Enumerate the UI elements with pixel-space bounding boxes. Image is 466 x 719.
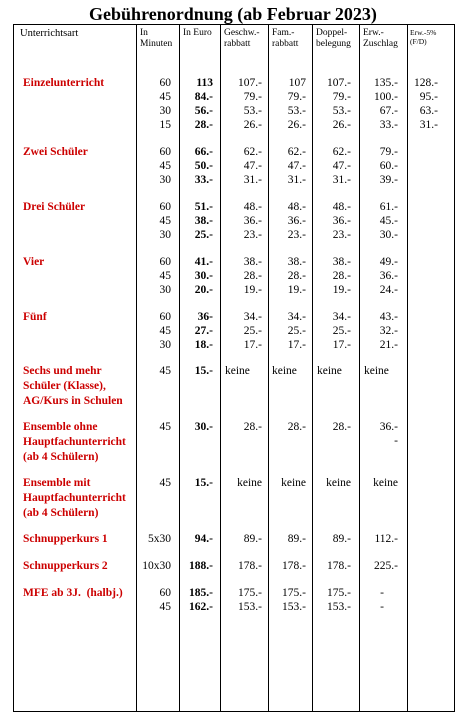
cell-erwachsenenzuschlag: - bbox=[380, 587, 384, 599]
cell-erwachsenenzuschlag: 30.- bbox=[379, 229, 398, 241]
cell-familienrabatt: 17.- bbox=[287, 339, 306, 351]
row-label-ensemble-ohne: (ab 4 Schülern) bbox=[23, 451, 99, 463]
cell-familienrabatt: 23.- bbox=[287, 229, 306, 241]
cell-geschwisterrabatt: 107.- bbox=[238, 77, 262, 89]
row-label-sechs-und-mehr: Sechs und mehr bbox=[23, 365, 102, 377]
header-doppelbelegung: Doppel-belegung bbox=[316, 28, 351, 49]
cell-familienrabatt: 62.- bbox=[287, 146, 306, 158]
cell-geschwisterrabatt: 26.- bbox=[243, 119, 262, 131]
row-label-fuenf: Fünf bbox=[23, 311, 47, 323]
cell-price: 27.- bbox=[194, 325, 213, 337]
cell-erwachsenenzuschlag: 21.- bbox=[379, 339, 398, 351]
cell-minutes: 10x30 bbox=[142, 560, 171, 572]
cell-doppelbelegung: 19.- bbox=[332, 284, 351, 296]
cell-doppelbelegung: 48.- bbox=[332, 201, 351, 213]
cell-doppelbelegung: 79.- bbox=[332, 91, 351, 103]
header-erwachsenenzuschlag: Erw.-Zuschlag bbox=[363, 28, 398, 49]
row-label-schnupperkurs-2: Schnupperkurs 2 bbox=[23, 560, 108, 572]
cell-geschwisterrabatt: keine bbox=[237, 477, 262, 489]
cell-doppelbelegung: 107.- bbox=[327, 77, 351, 89]
row-label-ensemble-mit: Hauptfachunterricht bbox=[23, 492, 126, 504]
row-label-zwei-schueler: Zwei Schüler bbox=[23, 146, 88, 158]
cell-erw-5-prozent: 128.- bbox=[414, 77, 438, 89]
row-label-sechs-und-mehr: AG/Kurs in Schulen bbox=[23, 395, 123, 407]
cell-erwachsenenzuschlag: 67.- bbox=[379, 105, 398, 117]
row-label-ensemble-mit: Ensemble mit bbox=[23, 477, 91, 489]
row-label-mfe: MFE ab 3J. (halbj.) bbox=[23, 587, 123, 599]
cell-geschwisterrabatt: 38.- bbox=[243, 256, 262, 268]
cell-familienrabatt: 25.- bbox=[287, 325, 306, 337]
cell-minutes: 60 bbox=[159, 146, 171, 158]
cell-minutes: 45 bbox=[159, 270, 171, 282]
cell-familienrabatt: keine bbox=[272, 365, 297, 377]
cell-price: 56.- bbox=[194, 105, 213, 117]
cell-erwachsenenzuschlag: 225.- bbox=[374, 560, 398, 572]
cell-price: 41.- bbox=[194, 256, 213, 268]
cell-geschwisterrabatt: 47.- bbox=[243, 160, 262, 172]
column-divider bbox=[13, 24, 14, 712]
cell-minutes: 60 bbox=[159, 256, 171, 268]
cell-price: 84.- bbox=[194, 91, 213, 103]
cell-minutes: 30 bbox=[159, 174, 171, 186]
cell-familienrabatt: 31.- bbox=[287, 174, 306, 186]
cell-price: 36- bbox=[197, 311, 213, 323]
cell-geschwisterrabatt: 28.- bbox=[243, 421, 262, 433]
cell-geschwisterrabatt: 23.- bbox=[243, 229, 262, 241]
cell-geschwisterrabatt: 48.- bbox=[243, 201, 262, 213]
cell-doppelbelegung: 178.- bbox=[327, 560, 351, 572]
page-title: Gebührenordnung (ab Februar 2023) bbox=[89, 4, 377, 24]
cell-erwachsenenzuschlag: 79.- bbox=[379, 146, 398, 158]
cell-familienrabatt: 36.- bbox=[287, 215, 306, 227]
cell-price: 162.- bbox=[189, 601, 213, 613]
cell-erwachsenenzuschlag: 49.- bbox=[379, 256, 398, 268]
row-label-ensemble-mit: (ab 4 Schülern) bbox=[23, 507, 99, 519]
cell-price: 30.- bbox=[194, 270, 213, 282]
cell-price: 188.- bbox=[189, 560, 213, 572]
cell-erwachsenenzuschlag: keine bbox=[364, 365, 389, 377]
cell-doppelbelegung: 17.- bbox=[332, 339, 351, 351]
cell-familienrabatt: 34.- bbox=[287, 311, 306, 323]
cell-familienrabatt: 38.- bbox=[287, 256, 306, 268]
cell-minutes: 45 bbox=[159, 421, 171, 433]
cell-geschwisterrabatt: 31.- bbox=[243, 174, 262, 186]
cell-price: 51.- bbox=[194, 201, 213, 213]
cell-erw-5-prozent: 95.- bbox=[419, 91, 438, 103]
table-top-border bbox=[13, 24, 454, 25]
cell-familienrabatt: 47.- bbox=[287, 160, 306, 172]
cell-minutes: 30 bbox=[159, 105, 171, 117]
cell-doppelbelegung: 62.- bbox=[332, 146, 351, 158]
cell-doppelbelegung: 28.- bbox=[332, 421, 351, 433]
header-minuten: In Minuten bbox=[140, 28, 173, 49]
cell-price: 50.- bbox=[194, 160, 213, 172]
cell-minutes: 45 bbox=[159, 215, 171, 227]
cell-familienrabatt: 48.- bbox=[287, 201, 306, 213]
cell-erwachsenenzuschlag: - bbox=[394, 435, 398, 447]
cell-price: 94.- bbox=[194, 533, 213, 545]
cell-minutes: 45 bbox=[159, 477, 171, 489]
cell-minutes: 30 bbox=[159, 229, 171, 241]
column-divider bbox=[179, 24, 180, 712]
cell-geschwisterrabatt: 79.- bbox=[243, 91, 262, 103]
cell-doppelbelegung: 28.- bbox=[332, 270, 351, 282]
cell-erwachsenenzuschlag: 36.- bbox=[379, 270, 398, 282]
cell-price: 66.- bbox=[194, 146, 213, 158]
cell-familienrabatt: 89.- bbox=[287, 533, 306, 545]
cell-erwachsenenzuschlag: 112.- bbox=[374, 533, 398, 545]
cell-erwachsenenzuschlag: 45.- bbox=[379, 215, 398, 227]
cell-doppelbelegung: 38.- bbox=[332, 256, 351, 268]
cell-geschwisterrabatt: 175.- bbox=[238, 587, 262, 599]
cell-erwachsenenzuschlag: 135.- bbox=[374, 77, 398, 89]
cell-price: 38.- bbox=[194, 215, 213, 227]
cell-minutes: 60 bbox=[159, 77, 171, 89]
cell-geschwisterrabatt: 34.- bbox=[243, 311, 262, 323]
cell-doppelbelegung: 47.- bbox=[332, 160, 351, 172]
cell-price: 28.- bbox=[194, 119, 213, 131]
header-euro: In Euro bbox=[183, 28, 212, 38]
cell-price: 20.- bbox=[194, 284, 213, 296]
column-divider bbox=[136, 24, 137, 712]
cell-minutes: 60 bbox=[159, 201, 171, 213]
cell-price: 15.- bbox=[194, 477, 213, 489]
row-label-sechs-und-mehr: Schüler (Klasse), bbox=[23, 380, 106, 392]
cell-erwachsenenzuschlag: 43.- bbox=[379, 311, 398, 323]
cell-minutes: 60 bbox=[159, 311, 171, 323]
cell-erwachsenenzuschlag: 60.- bbox=[379, 160, 398, 172]
row-label-ensemble-ohne: Ensemble ohne bbox=[23, 421, 98, 433]
cell-minutes: 15 bbox=[159, 119, 171, 131]
cell-geschwisterrabatt: keine bbox=[225, 365, 250, 377]
cell-price: 18.- bbox=[194, 339, 213, 351]
cell-minutes: 5x30 bbox=[148, 533, 171, 545]
cell-doppelbelegung: 34.- bbox=[332, 311, 351, 323]
cell-familienrabatt: 28.- bbox=[287, 270, 306, 282]
cell-familienrabatt: 19.- bbox=[287, 284, 306, 296]
cell-price: 15.- bbox=[194, 365, 213, 377]
cell-price: 113 bbox=[196, 77, 213, 89]
cell-minutes: 45 bbox=[159, 160, 171, 172]
cell-erwachsenenzuschlag: - bbox=[380, 601, 384, 613]
cell-familienrabatt: 53.- bbox=[287, 105, 306, 117]
cell-minutes: 45 bbox=[159, 601, 171, 613]
cell-minutes: 45 bbox=[159, 91, 171, 103]
header-familienrabatt: Fam.-rabbatt bbox=[272, 28, 299, 49]
cell-erwachsenenzuschlag: 33.- bbox=[379, 119, 398, 131]
cell-minutes: 45 bbox=[159, 365, 171, 377]
cell-doppelbelegung: keine bbox=[317, 365, 342, 377]
cell-familienrabatt: keine bbox=[281, 477, 306, 489]
table-bottom-border bbox=[13, 711, 454, 712]
cell-familienrabatt: 28.- bbox=[287, 421, 306, 433]
cell-erwachsenenzuschlag: 32.- bbox=[379, 325, 398, 337]
column-divider bbox=[454, 24, 455, 712]
header-erw-5-prozent: Erw.-5%(F/D) bbox=[410, 28, 437, 46]
cell-familienrabatt: 107 bbox=[288, 77, 306, 89]
cell-familienrabatt: 79.- bbox=[287, 91, 306, 103]
cell-doppelbelegung: 36.- bbox=[332, 215, 351, 227]
cell-doppelbelegung: 26.- bbox=[332, 119, 351, 131]
cell-familienrabatt: 175.- bbox=[282, 587, 306, 599]
cell-erwachsenenzuschlag: keine bbox=[373, 477, 398, 489]
cell-geschwisterrabatt: 89.- bbox=[243, 533, 262, 545]
cell-doppelbelegung: 23.- bbox=[332, 229, 351, 241]
cell-geschwisterrabatt: 36.- bbox=[243, 215, 262, 227]
row-label-schnupperkurs-1: Schnupperkurs 1 bbox=[23, 533, 108, 545]
cell-geschwisterrabatt: 28.- bbox=[243, 270, 262, 282]
cell-minutes: 45 bbox=[159, 325, 171, 337]
header-geschwisterrabatt: Geschw.-rabbatt bbox=[224, 28, 260, 49]
row-label-einzelunterricht: Einzelunterricht bbox=[23, 77, 105, 89]
header-unterrichtsart: Unterrichtsart bbox=[20, 28, 79, 39]
cell-doppelbelegung: 53.- bbox=[332, 105, 351, 117]
cell-erwachsenenzuschlag: 39.- bbox=[379, 174, 398, 186]
row-label-vier: Vier bbox=[23, 256, 45, 268]
cell-minutes: 30 bbox=[159, 339, 171, 351]
cell-doppelbelegung: 31.- bbox=[332, 174, 351, 186]
cell-geschwisterrabatt: 53.- bbox=[243, 105, 262, 117]
row-label-drei-schueler: Drei Schüler bbox=[23, 201, 86, 213]
cell-doppelbelegung: 25.- bbox=[332, 325, 351, 337]
cell-price: 33.- bbox=[194, 174, 213, 186]
cell-minutes: 60 bbox=[159, 587, 171, 599]
cell-price: 185.- bbox=[189, 587, 213, 599]
cell-minutes: 30 bbox=[159, 284, 171, 296]
cell-price: 25.- bbox=[194, 229, 213, 241]
cell-erwachsenenzuschlag: 61.- bbox=[379, 201, 398, 213]
column-divider bbox=[220, 24, 221, 712]
cell-erwachsenenzuschlag: 100.- bbox=[374, 91, 398, 103]
cell-price: 30.- bbox=[194, 421, 213, 433]
cell-familienrabatt: 26.- bbox=[287, 119, 306, 131]
cell-familienrabatt: 153.- bbox=[282, 601, 306, 613]
cell-geschwisterrabatt: 25.- bbox=[243, 325, 262, 337]
cell-geschwisterrabatt: 62.- bbox=[243, 146, 262, 158]
cell-erw-5-prozent: 31.- bbox=[419, 119, 438, 131]
cell-doppelbelegung: 153.- bbox=[327, 601, 351, 613]
cell-geschwisterrabatt: 153.- bbox=[238, 601, 262, 613]
cell-familienrabatt: 178.- bbox=[282, 560, 306, 572]
cell-geschwisterrabatt: 19.- bbox=[243, 284, 262, 296]
cell-erw-5-prozent: 63.- bbox=[419, 105, 438, 117]
cell-geschwisterrabatt: 17.- bbox=[243, 339, 262, 351]
cell-doppelbelegung: keine bbox=[326, 477, 351, 489]
cell-doppelbelegung: 89.- bbox=[332, 533, 351, 545]
row-label-ensemble-ohne: Hauptfachunterricht bbox=[23, 436, 126, 448]
cell-geschwisterrabatt: 178.- bbox=[238, 560, 262, 572]
cell-doppelbelegung: 175.- bbox=[327, 587, 351, 599]
cell-erwachsenenzuschlag: 36.- bbox=[379, 421, 398, 433]
cell-erwachsenenzuschlag: 24.- bbox=[379, 284, 398, 296]
